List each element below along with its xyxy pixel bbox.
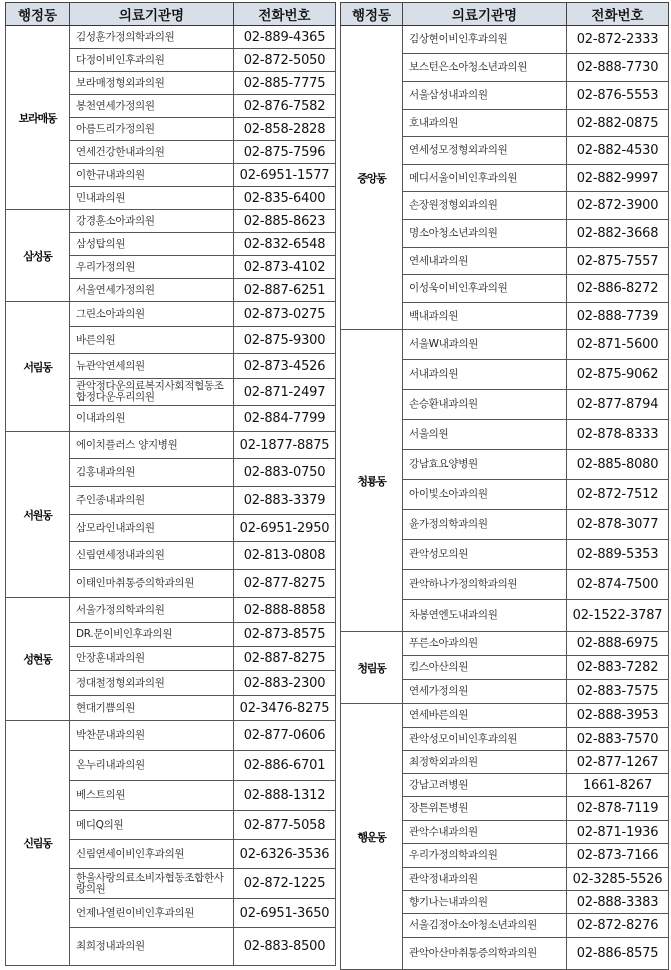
clinic-name-cell: DR.문이비인후과의원	[70, 623, 234, 647]
phone-cell: 02-882-3668	[567, 220, 669, 248]
phone-cell: 02-886-8272	[567, 275, 669, 303]
phone-cell: 02-875-9300	[234, 327, 336, 354]
header-dong: 행정동	[6, 3, 70, 26]
clinic-name-cell: 차봉연엔도내과의원	[403, 600, 567, 632]
clinic-name-cell: 봉천연세가정의원	[70, 95, 234, 118]
phone-cell: 02-882-9997	[567, 165, 669, 192]
clinic-name-cell: 관악성모이비인후과의원	[403, 728, 567, 751]
phone-cell: 02-875-7596	[234, 141, 336, 164]
clinic-name-cell: 서내과의원	[403, 360, 567, 390]
dong-cell: 신림동	[6, 721, 70, 966]
clinic-table-right	[340, 2, 669, 970]
table-row	[341, 26, 669, 54]
phone-cell: 02-883-7282	[567, 656, 669, 680]
clinic-name-cell: 연세가정의원	[403, 680, 567, 704]
clinic-name-cell: 주인종내과의원	[70, 487, 234, 515]
dong-cell: 청림동	[341, 632, 403, 704]
clinic-name-cell: 관악하나가정의학과의원	[403, 570, 567, 600]
clinic-name-cell: 향기나는내과의원	[403, 891, 567, 914]
phone-cell: 02-1522-3787	[567, 600, 669, 632]
clinic-name-cell: 손승환내과의원	[403, 390, 567, 420]
phone-cell: 02-871-2497	[234, 379, 336, 406]
phone-cell: 02-877-1267	[567, 751, 669, 774]
clinic-name-cell: 우리가정의원	[70, 256, 234, 279]
phone-cell: 02-875-9062	[567, 360, 669, 390]
clinic-name-cell: 보스턴은소아청소년과의원	[403, 54, 567, 82]
phone-cell: 02-884-7799	[234, 406, 336, 432]
phone-cell: 02-883-7575	[567, 680, 669, 704]
phone-cell: 02-872-1225	[234, 869, 336, 899]
clinic-name-cell: 김상현이비인후과의원	[403, 26, 567, 54]
phone-cell: 02-6951-1577	[234, 164, 336, 187]
phone-cell: 02-888-8858	[234, 598, 336, 623]
phone-cell: 02-6951-2950	[234, 515, 336, 542]
dong-cell: 서원동	[6, 432, 70, 598]
phone-cell: 02-1877-8875	[234, 432, 336, 459]
header-dong: 행정동	[341, 3, 403, 26]
phone-cell: 02-877-5058	[234, 811, 336, 840]
header-row	[6, 3, 336, 26]
clinic-name-cell: 현대기쁨의원	[70, 696, 234, 721]
dong-cell: 서림동	[6, 302, 70, 432]
clinic-name-cell: 서울연세가정의원	[70, 279, 234, 302]
table-row	[6, 432, 336, 459]
phone-cell: 02-877-8275	[234, 570, 336, 598]
clinic-name-cell: 관악정내과의원	[403, 868, 567, 891]
header-clinic-name: 의료기관명	[70, 3, 234, 26]
table-row	[6, 302, 336, 327]
clinic-name-cell: 푸른소아과의원	[403, 632, 567, 656]
phone-cell: 02-883-8500	[234, 928, 336, 966]
table-body-left	[6, 26, 336, 966]
phone-cell: 02-876-7582	[234, 95, 336, 118]
clinic-name-cell: 베스트의원	[70, 781, 234, 811]
phone-cell: 02-885-8623	[234, 210, 336, 233]
clinic-name-cell: 아이빛소아과의원	[403, 480, 567, 510]
clinic-name-cell: 연세성모정형외과의원	[403, 137, 567, 165]
clinic-name-cell: 킴스아산의원	[403, 656, 567, 680]
dong-cell: 중앙동	[341, 26, 403, 330]
clinic-name-cell: 언제나열린이비인후과의원	[70, 899, 234, 928]
clinic-name-cell: 이태인마취통증의학과의원	[70, 570, 234, 598]
clinic-name-cell: 서울가정의학과의원	[70, 598, 234, 623]
phone-cell: 02-883-2300	[234, 671, 336, 696]
phone-cell: 02-6326-3536	[234, 840, 336, 869]
clinic-name-cell: 정대철정형외과의원	[70, 671, 234, 696]
phone-cell: 02-887-8275	[234, 647, 336, 671]
clinic-name-cell: 연세바른의원	[403, 704, 567, 728]
phone-cell: 02-882-4530	[567, 137, 669, 165]
phone-cell: 02-858-2828	[234, 118, 336, 141]
clinic-name-cell: 관악아산마취통증의학과의원	[403, 938, 567, 970]
phone-cell: 1661-8267	[567, 774, 669, 797]
clinic-name-cell: 장튼위튼병원	[403, 797, 567, 821]
clinic-name-cell: 보라매정형외과의원	[70, 72, 234, 95]
clinic-name-cell: 바른의원	[70, 327, 234, 354]
clinic-name-cell: 서울삼성내과의원	[403, 82, 567, 110]
clinic-name-cell: 관악성모의원	[403, 540, 567, 570]
phone-cell: 02-878-3077	[567, 510, 669, 540]
clinic-name-cell: 안장훈내과의원	[70, 647, 234, 671]
phone-cell: 02-882-0875	[567, 110, 669, 137]
phone-cell: 02-887-6251	[234, 279, 336, 302]
phone-cell: 02-885-8080	[567, 450, 669, 480]
clinic-name-cell: 연세내과의원	[403, 248, 567, 275]
clinic-name-cell: 신림연세이비인후과의원	[70, 840, 234, 869]
clinic-name-cell: 아름드리가정의원	[70, 118, 234, 141]
phone-cell: 02-832-6548	[234, 233, 336, 256]
phone-cell: 02-888-7739	[567, 303, 669, 330]
phone-cell: 02-878-8333	[567, 420, 669, 450]
clinic-name-cell: 김홍내과의원	[70, 459, 234, 487]
dong-cell: 행운동	[341, 704, 403, 970]
clinic-name-cell: 한울사랑의료소비자협동조합한사랑의원	[70, 869, 234, 899]
phone-cell: 02-889-4365	[234, 26, 336, 49]
clinic-name-cell: 윤가정의학과의원	[403, 510, 567, 540]
header-row	[341, 3, 669, 26]
clinic-name-cell: 최희정내과의원	[70, 928, 234, 966]
clinic-name-cell: 관악정다운의료복지사회적협동조합정다운우리의원	[70, 379, 234, 406]
phone-cell: 02-875-7557	[567, 248, 669, 275]
header-clinic-name: 의료기관명	[403, 3, 567, 26]
phone-cell: 02-3285-5526	[567, 868, 669, 891]
phone-cell: 02-883-7570	[567, 728, 669, 751]
clinic-name-cell: 온누리내과의원	[70, 751, 234, 781]
phone-cell: 02-888-6975	[567, 632, 669, 656]
phone-cell: 02-886-8575	[567, 938, 669, 970]
clinic-name-cell: 메디Q의원	[70, 811, 234, 840]
phone-cell: 02-6951-3650	[234, 899, 336, 928]
phone-cell: 02-871-5600	[567, 330, 669, 360]
dong-cell: 성현동	[6, 598, 70, 721]
clinic-name-cell: 삼모라인내과의원	[70, 515, 234, 542]
phone-cell: 02-889-5353	[567, 540, 669, 570]
table-body-right	[341, 26, 669, 970]
phone-cell: 02-872-5050	[234, 49, 336, 72]
phone-cell: 02-873-7166	[567, 844, 669, 868]
clinic-name-cell: 이성욱이비인후과의원	[403, 275, 567, 303]
clinic-name-cell: 이내과의원	[70, 406, 234, 432]
phone-cell: 02-873-8575	[234, 623, 336, 647]
dong-cell: 청룡동	[341, 330, 403, 632]
clinic-name-cell: 메디서울이비인후과의원	[403, 165, 567, 192]
phone-cell: 02-835-6400	[234, 187, 336, 210]
phone-cell: 02-813-0808	[234, 542, 336, 570]
clinic-name-cell: 서울W내과의원	[403, 330, 567, 360]
clinic-name-cell: 서울김정아소아청소년과의원	[403, 914, 567, 938]
clinic-name-cell: 백내과의원	[403, 303, 567, 330]
clinic-name-cell: 박찬문내과의원	[70, 721, 234, 751]
clinic-table-left	[5, 2, 336, 966]
phone-cell: 02-878-7119	[567, 797, 669, 821]
clinic-name-cell: 강경훈소아과의원	[70, 210, 234, 233]
phone-cell: 02-876-5553	[567, 82, 669, 110]
clinic-name-cell: 연세건강한내과의원	[70, 141, 234, 164]
clinic-name-cell: 호내과의원	[403, 110, 567, 137]
clinic-name-cell: 신림연세정내과의원	[70, 542, 234, 570]
clinic-name-cell: 서울의원	[403, 420, 567, 450]
phone-cell: 02-883-3379	[234, 487, 336, 515]
dong-cell: 삼성동	[6, 210, 70, 302]
phone-cell: 02-871-1936	[567, 821, 669, 844]
clinic-name-cell: 우리가정의학과의원	[403, 844, 567, 868]
table-row	[6, 210, 336, 233]
table-row	[341, 704, 669, 728]
table-row	[341, 330, 669, 360]
table-row	[341, 632, 669, 656]
table-row	[6, 598, 336, 623]
phone-cell: 02-872-3900	[567, 192, 669, 220]
phone-cell: 02-3476-8275	[234, 696, 336, 721]
phone-cell: 02-873-4526	[234, 354, 336, 379]
clinic-name-cell: 강남효요양병원	[403, 450, 567, 480]
phone-cell: 02-888-1312	[234, 781, 336, 811]
clinic-name-cell: 관악수내과의원	[403, 821, 567, 844]
clinic-name-cell: 민내과의원	[70, 187, 234, 210]
phone-cell: 02-872-7512	[567, 480, 669, 510]
phone-cell: 02-872-8276	[567, 914, 669, 938]
phone-cell: 02-874-7500	[567, 570, 669, 600]
clinic-name-cell: 김성훈가정의학과의원	[70, 26, 234, 49]
clinic-name-cell: 에이치플러스 양지병원	[70, 432, 234, 459]
phone-cell: 02-873-0275	[234, 302, 336, 327]
phone-cell: 02-883-0750	[234, 459, 336, 487]
phone-cell: 02-877-0606	[234, 721, 336, 751]
clinic-name-cell: 삼성탑의원	[70, 233, 234, 256]
clinic-name-cell: 뉴관악연세의원	[70, 354, 234, 379]
clinic-name-cell: 강남고려병원	[403, 774, 567, 797]
phone-cell: 02-885-7775	[234, 72, 336, 95]
header-phone: 전화번호	[567, 3, 669, 26]
table-row	[6, 26, 336, 49]
dong-cell: 보라매동	[6, 26, 70, 210]
header-phone: 전화번호	[234, 3, 336, 26]
clinic-name-cell: 손장원정형외과의원	[403, 192, 567, 220]
phone-cell: 02-873-4102	[234, 256, 336, 279]
table-row	[6, 721, 336, 751]
clinic-name-cell: 다정이비인후과의원	[70, 49, 234, 72]
phone-cell: 02-888-7730	[567, 54, 669, 82]
clinic-name-cell: 최정학외과의원	[403, 751, 567, 774]
clinic-name-cell: 명소아청소년과의원	[403, 220, 567, 248]
phone-cell: 02-888-3383	[567, 891, 669, 914]
clinic-name-cell: 그린소아과의원	[70, 302, 234, 327]
phone-cell: 02-886-6701	[234, 751, 336, 781]
phone-cell: 02-872-2333	[567, 26, 669, 54]
phone-cell: 02-877-8794	[567, 390, 669, 420]
clinic-name-cell: 이한규내과의원	[70, 164, 234, 187]
phone-cell: 02-888-3953	[567, 704, 669, 728]
